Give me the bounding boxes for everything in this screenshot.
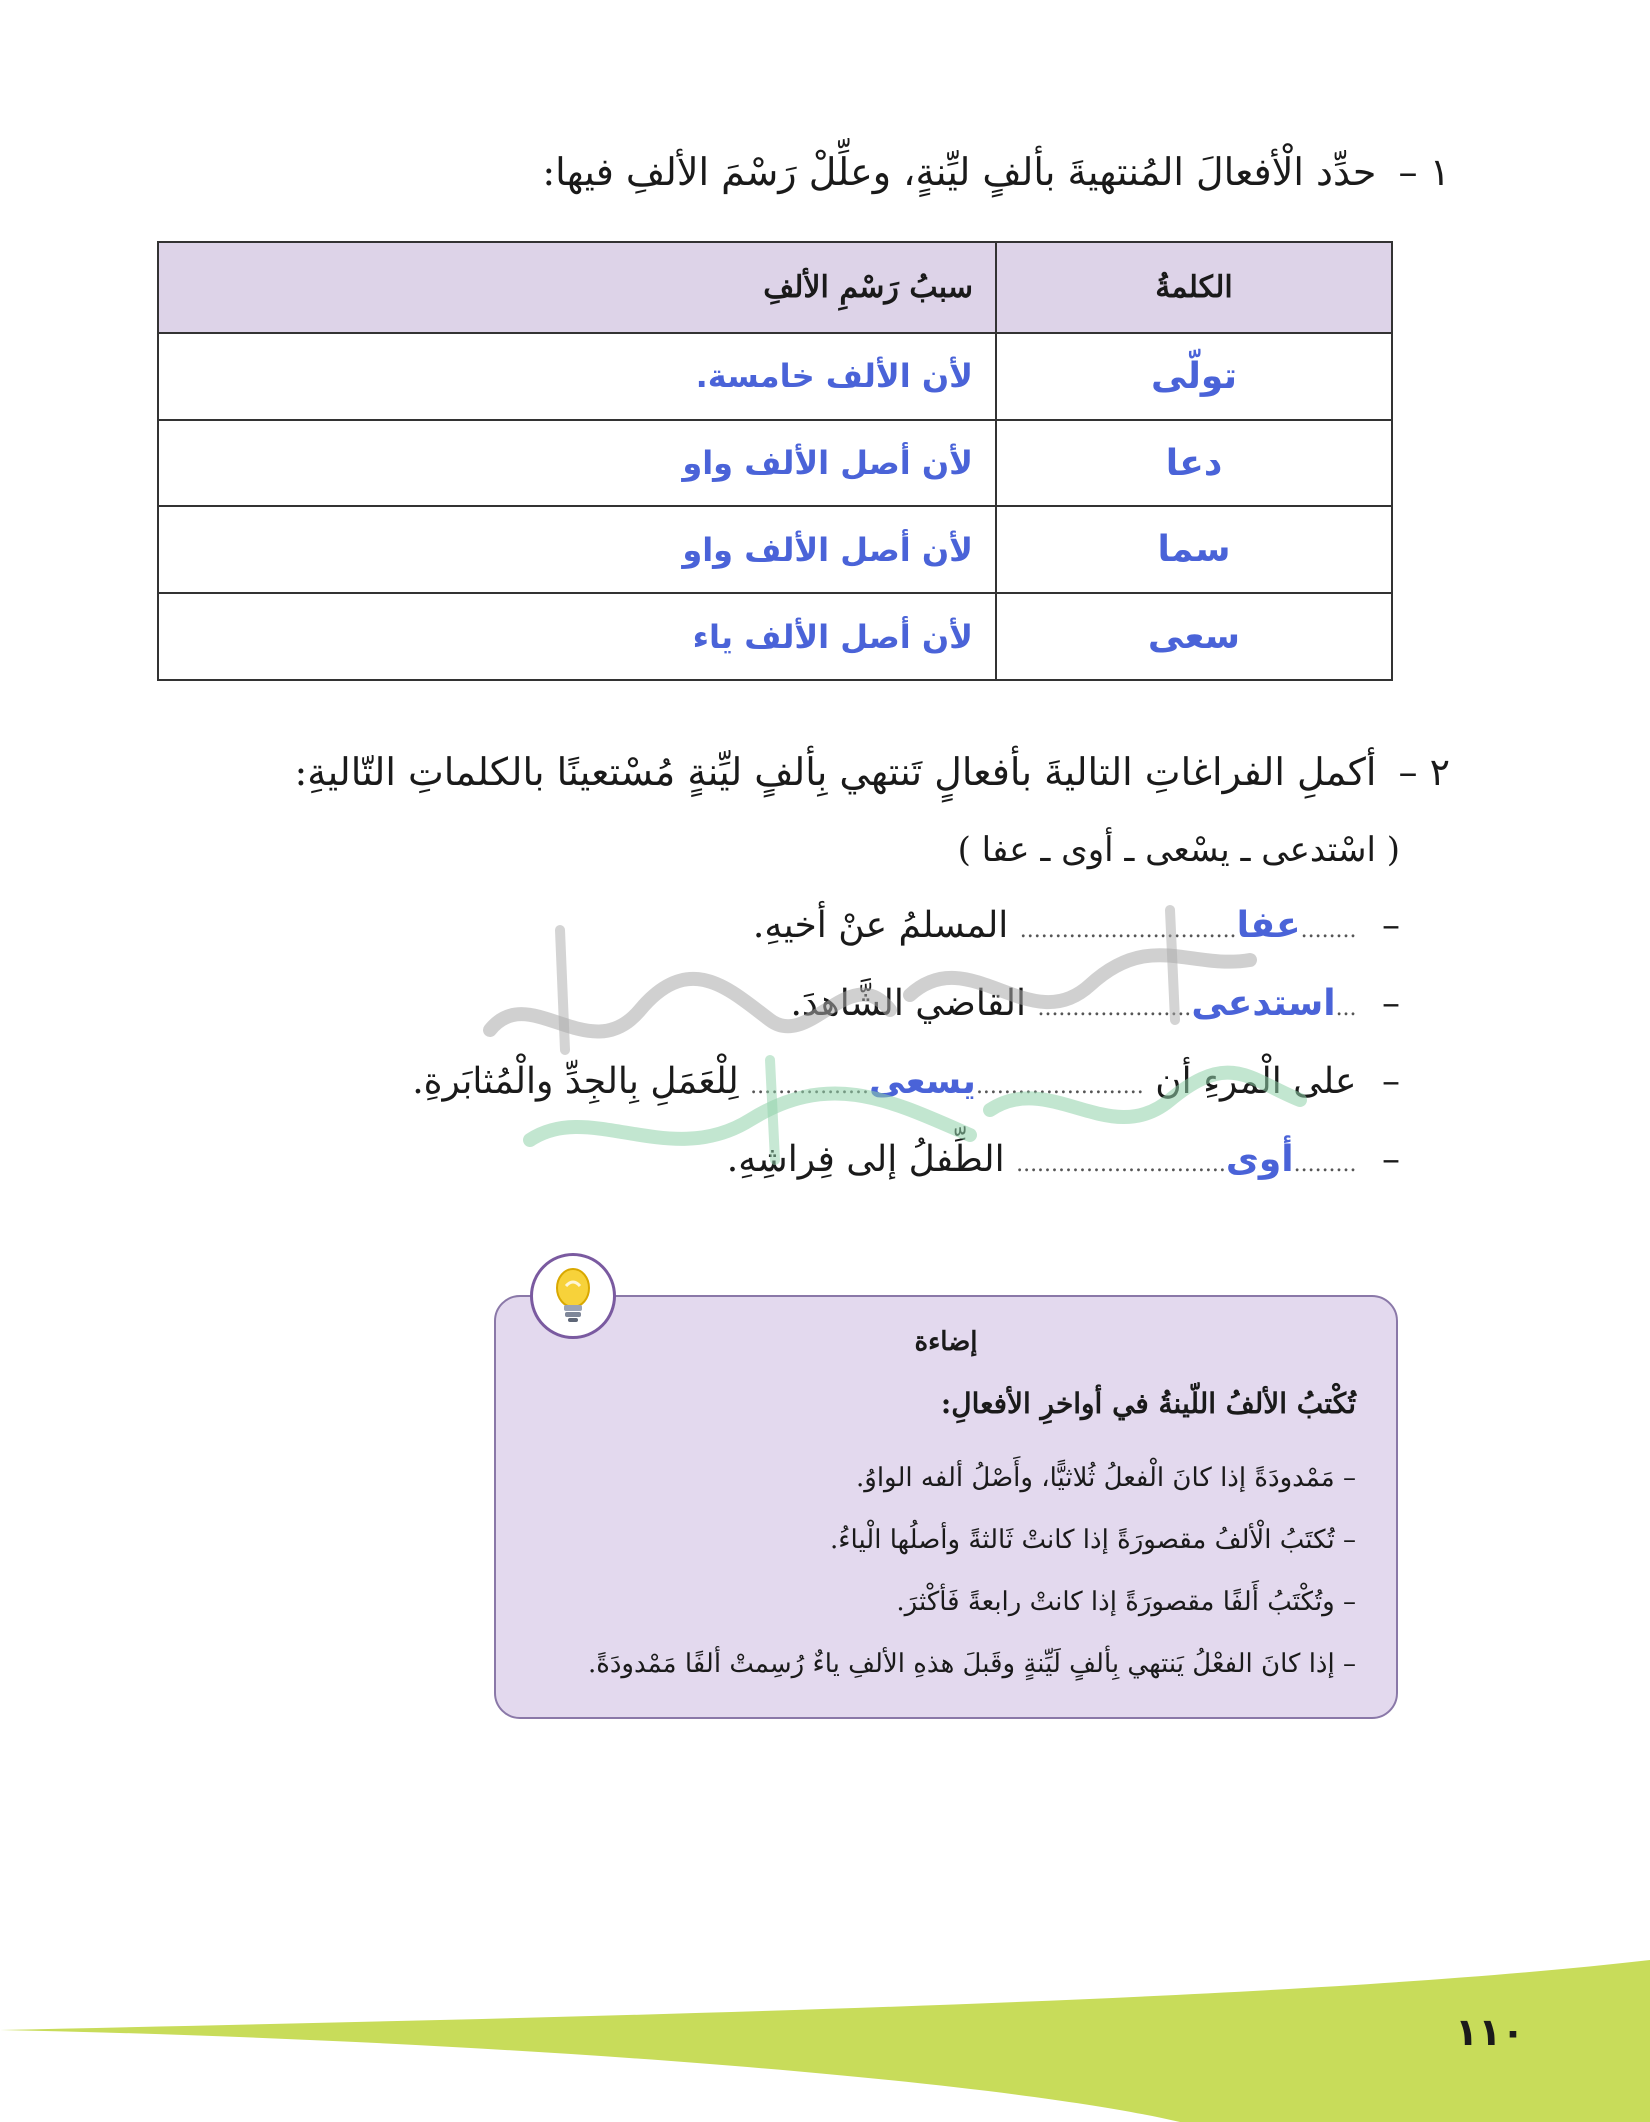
blank-dots: ........ bbox=[1300, 918, 1357, 943]
bullet-dash: – bbox=[1382, 983, 1400, 1024]
word-cell: تولّى bbox=[996, 333, 1392, 420]
tip-item: – وتُكْتَبُ أَلفًا مقصورَةً إذا كانتْ رابعةً فَأكْثرَ. bbox=[896, 1587, 1356, 1617]
sentence-prefix: على الْمرءِ أن bbox=[1155, 1061, 1357, 1102]
sentence-text: المسلمُ عنْ أخيهِ. bbox=[752, 905, 1009, 946]
blank-dots: ......... bbox=[1293, 1152, 1357, 1177]
words-table bbox=[157, 241, 1393, 681]
table-row bbox=[158, 593, 1392, 680]
answer-text: عفا bbox=[1236, 905, 1301, 946]
bullet-dash: – bbox=[1382, 1061, 1400, 1102]
header-reason: سببُ رَسْمِ الألفِ bbox=[158, 242, 996, 333]
question-1-text: حدِّد الْأفعالَ المُنتهيةَ بألفٍ ليِّنةٍ، وعلِّلْ رَسْمَ الألفِ فيها: bbox=[542, 150, 1377, 194]
word-choices: ( اسْتدعى ـ يسْعى ـ أوى ـ عفا ) bbox=[957, 830, 1400, 870]
blank-dots: ................. bbox=[750, 1074, 870, 1099]
tip-item: – مَمْدودَةً إذا كانَ الْفعلُ ثُلاثيًّا، وأَصْلُ ألفه الواوُ. bbox=[856, 1463, 1356, 1493]
question-2 bbox=[150, 750, 1450, 794]
page-number: ١١٠ bbox=[1455, 2010, 1525, 2054]
sentence-text: لِلْعَمَلِ بِالجِدِّ والْمُثابَرةِ. bbox=[412, 1061, 739, 1102]
fill-line-3 bbox=[412, 1061, 1400, 1102]
header-word: الكلمةُ bbox=[996, 242, 1392, 333]
reason-cell: لأن أصل الألف ياء bbox=[158, 593, 996, 680]
tip-heading: تُكْتبُ الألفُ اللّينةُ في أواخرِ الأفعالِ: bbox=[940, 1387, 1356, 1420]
blank-dots: ............................... bbox=[1019, 918, 1237, 943]
reason-cell: لأن أصل الألف واو bbox=[158, 420, 996, 507]
tip-title: إضاءة bbox=[914, 1327, 978, 1357]
reason-cell: لأن الألف خامسة. bbox=[158, 333, 996, 420]
tip-list bbox=[588, 1447, 1356, 1695]
lightbulb-badge bbox=[530, 1253, 616, 1339]
blank-dots: ... bbox=[1335, 996, 1357, 1021]
fill-line-4 bbox=[727, 1139, 1400, 1180]
fill-line-1 bbox=[753, 905, 1400, 946]
blank-dots: ........................ bbox=[975, 1074, 1144, 1099]
answer-text: استدعى bbox=[1191, 983, 1336, 1024]
word-cell: سعى bbox=[996, 593, 1392, 680]
question-2-text: أكملِ الفراغاتِ التاليةَ بأفعالٍ تَنتهي بِألفٍ ليِّنةٍ مُسْتعينًا بالكلماتِ التّاليةِ: bbox=[294, 750, 1377, 794]
reason-cell: لأن أصل الألف واو bbox=[158, 506, 996, 593]
word-cell: دعا bbox=[996, 420, 1392, 507]
table-row bbox=[158, 420, 1392, 507]
blank-dots: ...................... bbox=[1037, 996, 1192, 1021]
tip-box bbox=[494, 1295, 1398, 1719]
sentence-text: القاضي الشَّاهدَ. bbox=[790, 983, 1026, 1024]
bullet-dash: – bbox=[1382, 905, 1400, 946]
lightbulb-icon bbox=[533, 1256, 613, 1336]
word-cell: سما bbox=[996, 506, 1392, 593]
answer-text: يسعى bbox=[869, 1061, 976, 1102]
question-1 bbox=[150, 150, 1450, 194]
footer-band bbox=[0, 1960, 1650, 2122]
bullet-dash: – bbox=[1382, 1139, 1400, 1180]
table-header-row bbox=[158, 242, 1392, 333]
tip-item: – تُكتَبُ الْألفُ مقصورَةً إذا كانتْ ثَالثةً وأصلُها الْياءُ. bbox=[830, 1525, 1356, 1555]
sentence-text: الطِّفلُ إلى فِراشِهِ. bbox=[726, 1139, 1005, 1180]
fill-line-2 bbox=[790, 983, 1400, 1024]
question-1-number: ١ – bbox=[1398, 150, 1450, 194]
blank-dots: .............................. bbox=[1016, 1152, 1226, 1177]
answer-text: أوى bbox=[1225, 1139, 1294, 1180]
table-row bbox=[158, 506, 1392, 593]
tip-item: – إذا كانَ الفعْلُ يَنتهي بِألفٍ لَيِّنةٍ وقَبلَ هذهِ الألفِ ياءٌ رُسِمتْ ألفًا مَمْدودَةً. bbox=[587, 1649, 1356, 1679]
question-2-number: ٢ – bbox=[1398, 750, 1450, 794]
table-row bbox=[158, 333, 1392, 420]
